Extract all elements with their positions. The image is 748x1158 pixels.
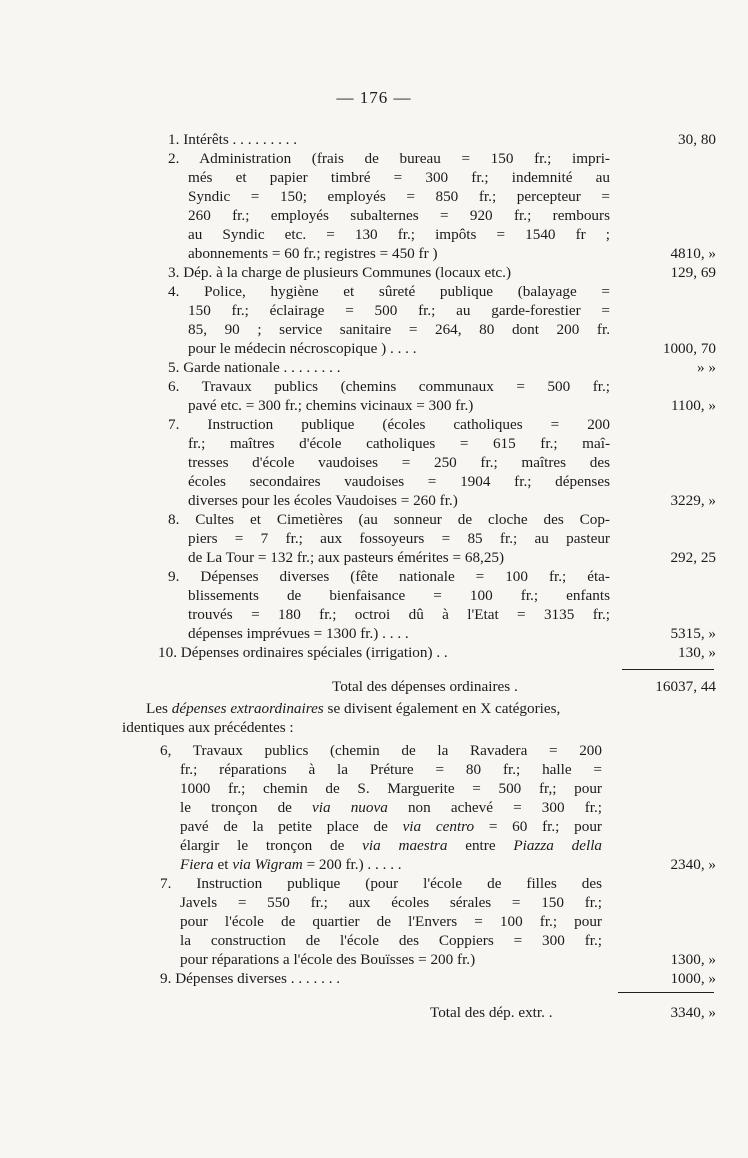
- extraordinary-term: dépenses extraordinaires: [171, 700, 324, 717]
- ordinary-line: écoles secondaires vaudoises = 1904 fr.; dépenses: [188, 473, 610, 490]
- extra7-line: pour l'école de quartier de l'Envers = 100 fr.; pour: [180, 913, 602, 930]
- ordinary-line: au Syndic etc. = 130 fr.; impôts = 1540 fr ;: [188, 226, 610, 243]
- ordinary-amount: 30, 80: [678, 131, 716, 148]
- ordinary-line: 9. Dépenses diverses (fête nationale = 100 fr.; éta-: [168, 568, 610, 585]
- extra9-amount: 1000, »: [670, 970, 716, 987]
- total-extra-label: Total des dép. extr. .: [430, 1004, 553, 1021]
- extra7-line: la construction de l'école des Coppiers = 300 fr.;: [180, 932, 602, 949]
- extra7-amount: 1300, »: [670, 951, 716, 968]
- ordinary-amount: 5315, »: [670, 625, 716, 642]
- page-number: — 176 —: [336, 88, 412, 107]
- ordinary-line: tresses d'école vaudoises = 250 fr.; maîtres des: [188, 454, 610, 471]
- ordinary-amount: 292, 25: [670, 549, 716, 566]
- total-ordinary-label: Total des dépenses ordinaires .: [332, 678, 518, 695]
- ordinary-line: 7. Instruction publique (écoles catholiques = 200: [168, 416, 610, 433]
- extra-item-6-amount: 2340, »: [670, 856, 716, 873]
- extra7-line: pour réparations a l'école des Bouïsses = 200 fr.): [180, 951, 476, 968]
- ordinary-line: Syndic = 150; employés = 850 fr.; percepteur =: [188, 188, 610, 205]
- ordinary-line: diverses pour les écoles Vaudoises = 260 fr.): [188, 492, 458, 509]
- ordinary-amount: 4810, »: [670, 245, 716, 262]
- ordinary-line: 8. Cultes et Cimetières (au sonneur de cloche des Cop-: [168, 511, 610, 528]
- extraordinary-intro-line2: identiques aux précédentes :: [122, 719, 294, 736]
- total-extra-amount: 3340, »: [670, 1004, 716, 1021]
- ordinary-line: 1. Intérêts . . . . . . . . .: [168, 131, 298, 148]
- ordinary-line: 260 fr.; employés subalternes = 920 fr.; rembours: [188, 207, 610, 224]
- ordinary-amount: » »: [697, 359, 716, 376]
- ordinary-line: dépenses imprévues = 1300 fr.) . . . .: [188, 625, 409, 642]
- extra7-line: Javels = 550 fr.; aux écoles sérales = 150 fr.;: [180, 894, 602, 911]
- ordinary-line: 10. Dépenses ordinaires spéciales (irrigation) . .: [158, 644, 448, 661]
- ordinary-amount: 1000, 70: [662, 340, 716, 357]
- ordinary-line: 6. Travaux publics (chemins communaux = 500 fr.;: [168, 378, 610, 395]
- ordinary-line: 5. Garde nationale . . . . . . . .: [168, 359, 341, 376]
- ordinary-line: 4. Police, hygiène et sûreté publique (balayage =: [168, 283, 610, 300]
- ordinary-amount: 130, »: [678, 644, 716, 661]
- subtotal-rule: [622, 669, 714, 670]
- ordinary-line: fr.; maîtres d'école catholiques = 615 fr.; maî-: [188, 435, 610, 452]
- ordinary-line: abonnements = 60 fr.; registres = 450 fr ): [188, 245, 438, 262]
- total-ordinary-amount: 16037, 44: [655, 678, 716, 695]
- ordinary-line: pavé etc. = 300 fr.; chemins vicinaux = 300 fr.): [188, 397, 474, 414]
- ordinary-line: blissements de bienfaisance = 100 fr.; enfants: [188, 587, 610, 604]
- extra7-line: 7. Instruction publique (pour l'école de filles des: [160, 875, 602, 892]
- ordinary-line: 150 fr.; éclairage = 500 fr.; au garde-forestier =: [188, 302, 610, 319]
- ordinary-line: de La Tour = 132 fr.; aux pasteurs émérites = 68,25): [188, 549, 505, 566]
- extra9-line: 9. Dépenses diverses . . . . . . .: [160, 970, 341, 987]
- extraordinary-intro-line1: Les dépenses extraordinaires se divisent également en X catégories,: [146, 700, 561, 717]
- ordinary-amount: 3229, »: [670, 492, 716, 509]
- ordinary-line: piers = 7 fr.; aux fossoyeurs = 85 fr.; au pasteur: [188, 530, 610, 547]
- ordinary-line: més et papier timbré = 300 fr.; indemnité au: [188, 169, 610, 186]
- subtotal-rule-extra: [618, 992, 714, 993]
- ordinary-amount: 129, 69: [670, 264, 716, 281]
- ordinary-line: 3. Dép. à la charge de plusieurs Communes (locaux etc.): [168, 264, 512, 281]
- ordinary-line: pour le médecin nécroscopique ) . . . .: [188, 340, 417, 357]
- ordinary-amount: 1100, »: [671, 397, 716, 414]
- ordinary-line: 2. Administration (frais de bureau = 150 fr.; impri-: [168, 150, 610, 167]
- ordinary-line: trouvés = 180 fr.; octroi dû à l'Etat = 3135 fr.;: [188, 606, 610, 623]
- ordinary-line: 85, 90 ; service sanitaire = 264, 80 dont 200 fr.: [188, 321, 610, 338]
